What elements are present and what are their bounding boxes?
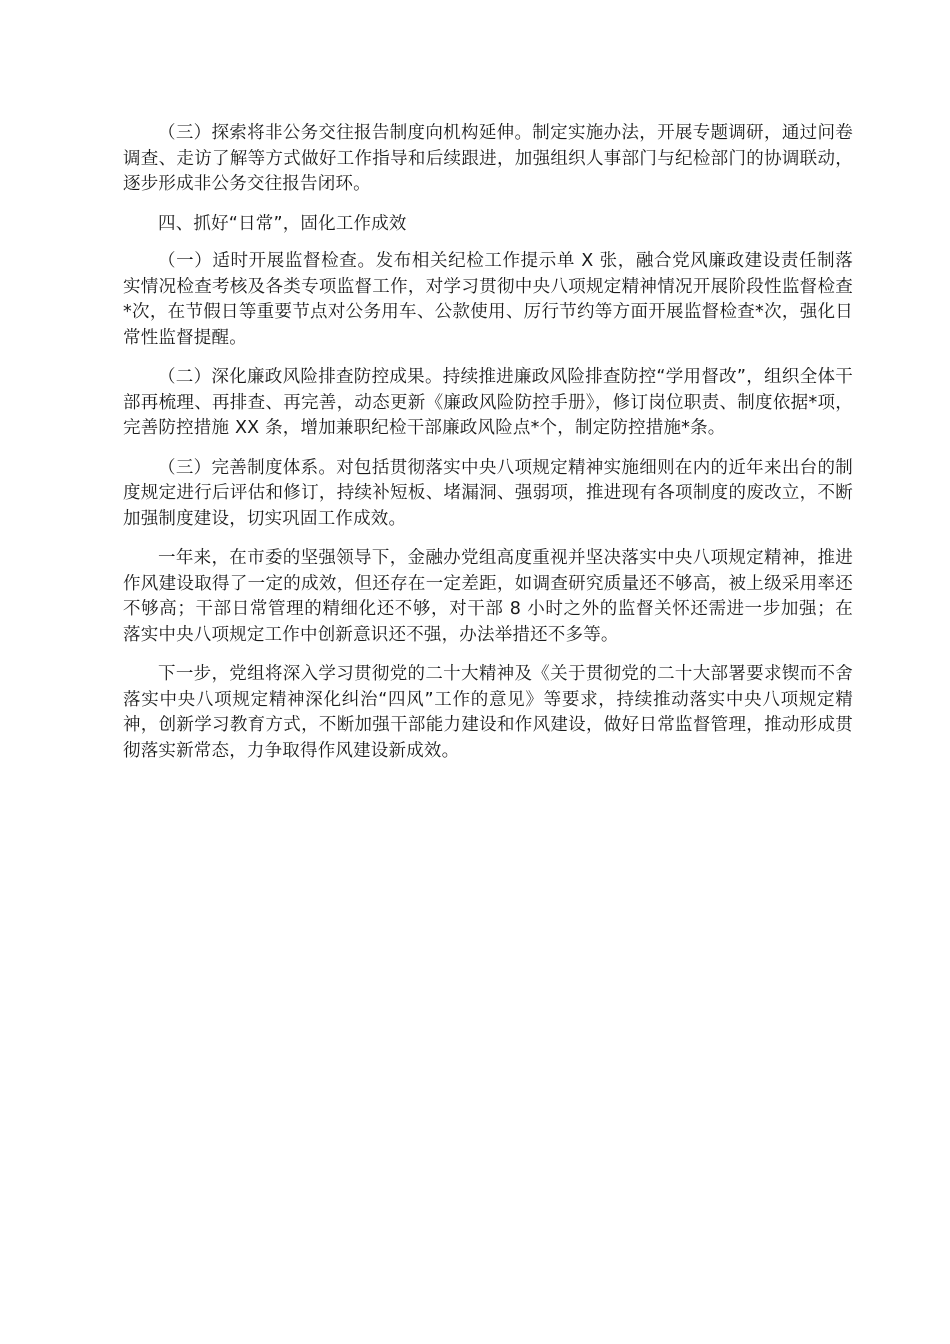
paragraph-next-steps: 下一步，党组将深入学习贯彻党的二十大精神及《关于贯彻党的二十大部署要求锲而不舍落实中央八项规定精神深化纠治“四风”工作的意见》等要求，持续推动落实中央八项规定精神，创新学习教育方式，不断加强干部能力建设和作风建设，做好日常监督管理，推动形成贯彻落实新常态，力争取得作风建设新成效。	[123, 664, 853, 761]
paragraph-risk-prevention: （二）深化廉政风险排查防控成果。持续推进廉政风险排查防控“学用督改”，组织全体干部再梳理、再排查、再完善，动态更新《廉政风险防控手册》，修订岗位职责、制度依据*项，完善防控措施 XX 条，增加兼职纪检干部廉政风险点*个，制定防控措施*条。	[123, 367, 853, 438]
paragraph-year-summary: 一年来，在市委的坚强领导下，金融办党组高度重视并坚决落实中央八项规定精神，推进作风建设取得了一定的成效，但还存在一定差距，如调查研究质量还不够高，被上级采用率还不够高；干部日常管理的精细化还不够，对干部 8 小时之外的监督关怀还需进一步加强；在落实中央八项规定工作中创新意识还不强，办法举措还不多等。	[123, 548, 853, 645]
paragraph-exploring-extension: （三）探索将非公务交往报告制度向机构延伸。制定实施办法，开展专题调研，通过问卷调查、走访了解等方式做好工作指导和后续跟进，加强组织人事部门与纪检部门的协调联动，逐步形成非公务交往报告闭环。	[123, 123, 853, 194]
section-heading-daily: 四、抓好“日常”，固化工作成效	[158, 213, 407, 234]
paragraph-system-improvement: （三）完善制度体系。对包括贯彻落实中央八项规定精神实施细则在内的近年来出台的制度规定进行后评估和修订，持续补短板、堵漏洞、强弱项，推进现有各项制度的废改立，不断加强制度建设，切实巩固工作成效。	[123, 457, 853, 529]
document-body	[123, 121, 853, 778]
paragraph-supervision-check: （一）适时开展监督检查。发布相关纪检工作提示单 X 张，融合党风廉政建设责任制落实情况检查考核及各类专项监督工作，对学习贯彻中央八项规定精神情况开展阶段性监督检查*次，在节假日等重要节点对公务用车、公款使用、厉行节约等方面开展监督检查*次，强化日常性监督提醒。	[123, 251, 853, 348]
